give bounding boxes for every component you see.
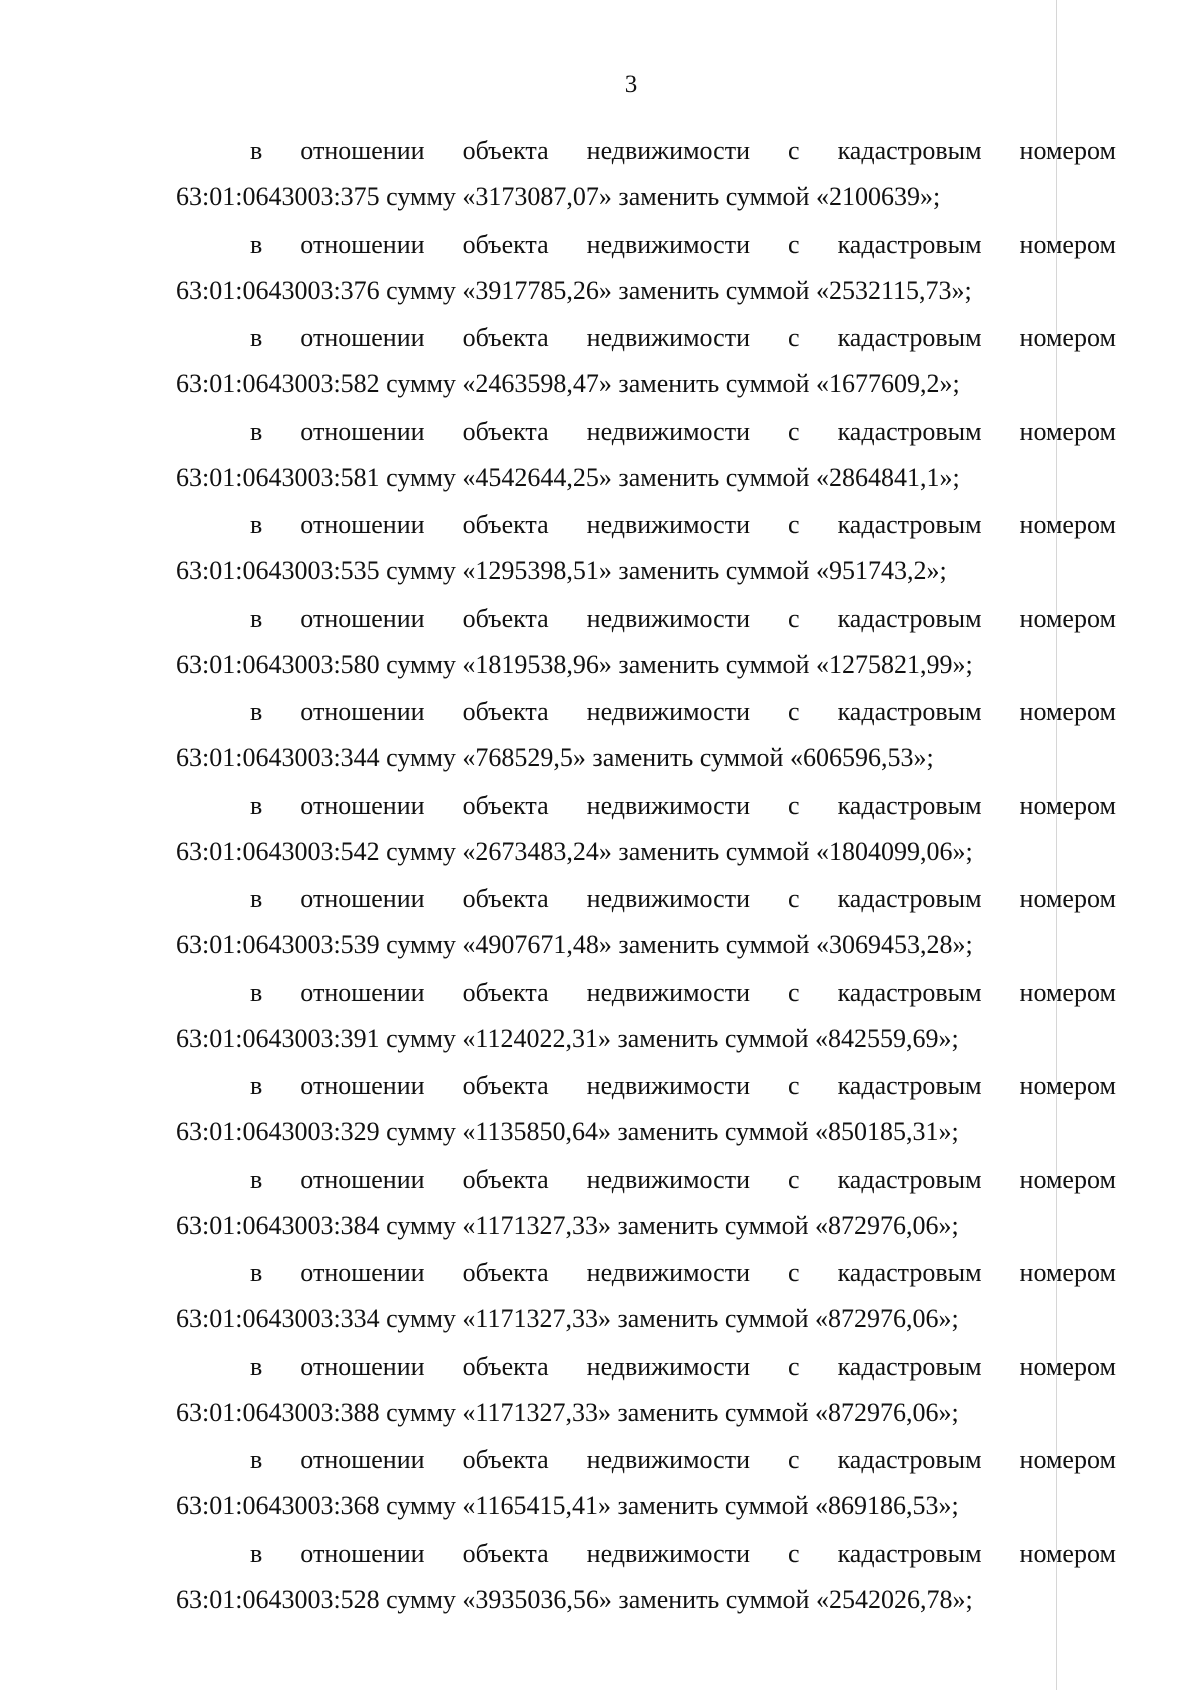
intro-word: с [788,1351,800,1381]
amendment-paragraph [0,879,1200,973]
intro-word: с [788,1258,800,1287]
intro-word: номером [1019,697,1116,726]
paragraph-intro-line [250,412,1116,452]
intro-word: номером [1019,1071,1116,1100]
intro-word: отношении [300,603,425,633]
intro-word: объекта [462,697,549,726]
intro-word: в [250,1445,263,1474]
paragraph-amendment-line: 63:01:0643003:344 сумму «768529,5» заменить суммой «606596,53»; [176,743,934,772]
intro-word: в [250,510,263,539]
intro-word: отношении [300,1258,425,1287]
paragraph-intro-line [250,599,1116,639]
intro-word: объекта [462,229,549,259]
paragraph-intro-line [250,973,1116,1013]
intro-word: отношении [300,1445,425,1474]
intro-word: в [250,323,263,352]
intro-word: с [788,229,800,259]
intro-word: отношении [300,1071,425,1100]
intro-word: недвижимости [586,323,750,352]
intro-word: с [788,416,800,446]
intro-word: с [788,603,800,633]
intro-word: номером [1019,790,1116,820]
intro-word: отношении [300,1164,425,1194]
paragraph-intro-line [250,692,1116,732]
intro-word: недвижимости [586,884,750,913]
intro-word: объекта [462,1258,549,1287]
paragraph-intro-line [250,1253,1116,1293]
paragraph-amendment-line: 63:01:0643003:528 сумму «3935036,56» заменить суммой «2542026,78»; [176,1584,973,1614]
intro-word: номером [1019,323,1116,352]
intro-word: в [250,416,263,446]
amendment-paragraph [0,1066,1200,1160]
intro-word: недвижимости [586,1258,750,1287]
intro-word: отношении [300,323,425,352]
intro-word: в [250,603,263,633]
paragraph-amendment-line: 63:01:0643003:368 сумму «1165415,41» заменить суммой «869186,53»; [176,1491,959,1520]
intro-word: номером [1019,1164,1116,1194]
paragraph-intro-line [250,131,1116,171]
intro-word: недвижимости [586,697,750,726]
intro-word: в [250,1164,263,1194]
amendment-paragraph [0,1347,1200,1441]
paragraph-amendment-line: 63:01:0643003:582 сумму «2463598,47» заменить суммой «1677609,2»; [176,369,960,398]
paragraph-amendment-line: 63:01:0643003:391 сумму «1124022,31» заменить суммой «842559,69»; [176,1023,959,1053]
intro-word: кадастровым [837,1071,982,1100]
intro-word: кадастровым [837,510,982,539]
paragraph-intro-line [250,225,1116,265]
intro-word: в [250,977,263,1007]
amendment-paragraph [0,1440,1200,1534]
intro-word: отношении [300,416,425,446]
intro-word: номером [1019,510,1116,539]
intro-word: в [250,884,263,913]
intro-word: отношении [300,1538,425,1568]
amendment-paragraph [0,412,1200,506]
intro-word: кадастровым [837,884,982,913]
paragraph-intro-line [250,318,1116,358]
paragraph-amendment-line: 63:01:0643003:542 сумму «2673483,24» заменить суммой «1804099,06»; [176,836,973,866]
intro-word: номером [1019,603,1116,633]
intro-word: недвижимости [586,1351,750,1381]
paragraph-intro-line [250,1347,1116,1387]
intro-word: недвижимости [586,1538,750,1568]
intro-word: с [788,1071,800,1100]
amendment-paragraph [0,973,1200,1067]
paragraph-intro-line [250,1534,1116,1574]
paragraph-amendment-line: 63:01:0643003:539 сумму «4907671,48» заменить суммой «3069453,28»; [176,930,973,959]
intro-word: номером [1019,1258,1116,1287]
intro-word: кадастровым [837,1538,982,1568]
paragraph-intro-line [250,1160,1116,1200]
intro-word: объекта [462,510,549,539]
intro-word: отношении [300,1351,425,1381]
intro-word: объекта [462,884,549,913]
paragraph-amendment-line: 63:01:0643003:376 сумму «3917785,26» заменить суммой «2532115,73»; [176,275,972,305]
intro-word: номером [1019,136,1116,165]
intro-word: недвижимости [586,1071,750,1100]
intro-word: кадастровым [837,790,982,820]
intro-word: кадастровым [837,1445,982,1474]
intro-word: отношении [300,884,425,913]
intro-word: в [250,136,263,165]
intro-word: объекта [462,1445,549,1474]
intro-word: объекта [462,977,549,1007]
intro-word: отношении [300,977,425,1007]
paragraph-intro-line [250,505,1116,545]
amendment-paragraph [0,599,1200,693]
intro-word: кадастровым [837,229,982,259]
intro-word: недвижимости [586,1164,750,1194]
intro-word: недвижимости [586,416,750,446]
paragraph-amendment-line: 63:01:0643003:535 сумму «1295398,51» заменить суммой «951743,2»; [176,556,947,585]
intro-word: кадастровым [837,416,982,446]
intro-word: с [788,977,800,1007]
amendment-paragraph [0,318,1200,412]
intro-word: кадастровым [837,1258,982,1287]
intro-word: номером [1019,1351,1116,1381]
amendment-paragraph [0,786,1200,880]
intro-word: недвижимости [586,977,750,1007]
paragraph-amendment-line: 63:01:0643003:329 сумму «1135850,64» заменить суммой «850185,31»; [176,1117,959,1146]
intro-word: объекта [462,1071,549,1100]
amendment-paragraph [0,505,1200,599]
intro-word: объекта [462,1538,549,1568]
intro-word: недвижимости [586,229,750,259]
intro-word: кадастровым [837,1351,982,1381]
intro-word: номером [1019,884,1116,913]
intro-word: объекта [462,790,549,820]
intro-word: кадастровым [837,697,982,726]
intro-word: в [250,1538,263,1568]
intro-word: отношении [300,790,425,820]
intro-word: кадастровым [837,977,982,1007]
intro-word: кадастровым [837,136,982,165]
intro-word: номером [1019,1445,1116,1474]
intro-word: недвижимости [586,603,750,633]
paragraph-amendment-line: 63:01:0643003:581 сумму «4542644,25» заменить суммой «2864841,1»; [176,462,960,492]
intro-word: недвижимости [586,1445,750,1474]
intro-word: объекта [462,603,549,633]
intro-word: с [788,884,800,913]
intro-word: с [788,510,800,539]
paragraph-amendment-line: 63:01:0643003:334 сумму «1171327,33» заменить суммой «872976,06»; [176,1304,959,1333]
intro-word: отношении [300,136,425,165]
paragraph-amendment-line: 63:01:0643003:580 сумму «1819538,96» заменить суммой «1275821,99»; [176,649,973,679]
intro-word: в [250,1071,263,1100]
amendment-paragraph [0,692,1200,786]
intro-word: с [788,790,800,820]
intro-word: кадастровым [837,603,982,633]
paragraph-intro-line [250,879,1116,919]
intro-word: в [250,790,263,820]
paragraph-amendment-line: 63:01:0643003:384 сумму «1171327,33» заменить суммой «872976,06»; [176,1210,959,1240]
paragraph-amendment-line: 63:01:0643003:375 сумму «3173087,07» заменить суммой «2100639»; [176,182,941,211]
intro-word: объекта [462,323,549,352]
intro-word: отношении [300,510,425,539]
intro-word: с [788,1445,800,1474]
intro-word: отношении [300,697,425,726]
intro-word: кадастровым [837,323,982,352]
page-number: 3 [624,71,638,98]
paragraph-intro-line [250,1066,1116,1106]
intro-word: в [250,697,263,726]
intro-word: объекта [462,136,549,165]
intro-word: недвижимости [586,136,750,165]
intro-word: номером [1019,416,1116,446]
intro-word: отношении [300,229,425,259]
paragraph-amendment-line: 63:01:0643003:388 сумму «1171327,33» заменить суммой «872976,06»; [176,1397,959,1427]
intro-word: номером [1019,1538,1116,1568]
intro-word: с [788,1538,800,1568]
amendment-paragraph [0,225,1200,319]
intro-word: с [788,1164,800,1194]
amendment-paragraph [0,131,1200,225]
amendment-paragraph [0,1160,1200,1254]
intro-word: номером [1019,977,1116,1007]
intro-word: кадастровым [837,1164,982,1194]
intro-word: объекта [462,1351,549,1381]
paragraph-list [0,131,1200,1627]
intro-word: в [250,1351,263,1381]
intro-word: недвижимости [586,790,750,820]
intro-word: номером [1019,229,1116,259]
intro-word: объекта [462,1164,549,1194]
intro-word: в [250,229,263,259]
amendment-paragraph [0,1534,1200,1628]
intro-word: в [250,1258,263,1287]
paragraph-intro-line [250,786,1116,826]
intro-word: с [788,697,800,726]
paragraph-intro-line [250,1440,1116,1480]
amendment-paragraph [0,1253,1200,1347]
intro-word: недвижимости [586,510,750,539]
intro-word: с [788,136,800,165]
intro-word: объекта [462,416,549,446]
intro-word: с [788,323,800,352]
